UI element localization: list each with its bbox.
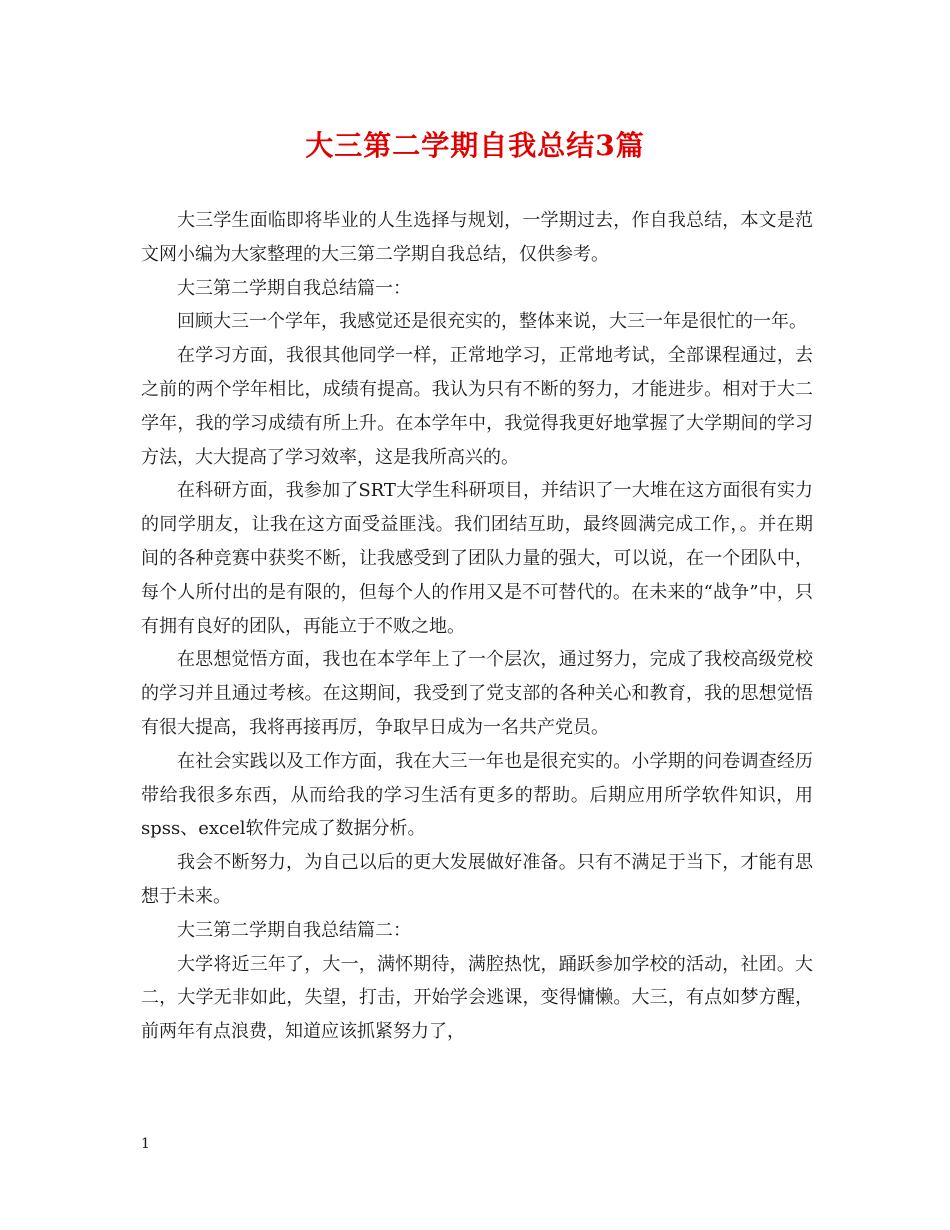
paragraph-heading-part-one: 大三第二学期自我总结篇一： xyxy=(177,277,411,299)
paragraph-ideology: 在思想觉悟方面，我也在本学年上了一个层次，通过努力，完成了我校高级党校的学习并且通过考核。在这期间，我受到了党支部的各种关心和教育，我的思想觉悟有很大提高，我将再接再厉，争取早日成为一名共产党员。 xyxy=(141,649,813,738)
paragraph-review: 回顾大三一个学年，我感觉还是很充实的，整体来说，大三一年是很忙的一年。 xyxy=(177,311,807,333)
page-number: 1 xyxy=(141,1136,150,1152)
paragraph-research: 在科研方面，我参加了SRT大学生科研项目，并结识了一大堆在这方面很有实力的同学朋友，让我在这方面受益匪浅。我们团结互助，最终圆满完成工作，。并在期间的各种竞赛中获奖不断，让我感受到了团队力量的强大，可以说，在一个团队中，每个人所付出的是有限的，但每个人的作用又是不可替代的。在未来的“战争”中，只有拥有良好的团队，再能立于不败之地。 xyxy=(141,480,813,637)
paragraph-conclusion: 我会不断努力，为自己以后的更大发展做好准备。只有不满足于当下，才能有思想于未来。 xyxy=(141,852,813,907)
paragraph-intro: 大三学生面临即将毕业的人生选择与规划，一学期过去，作自我总结，本文是范文网小编为大家整理的大三第二学期自我总结，仅供参考。 xyxy=(141,210,813,265)
paragraph-practice: 在社会实践以及工作方面，我在大三一年也是很充实的。小学期的问卷调查经历带给我很多东西，从而给我的学习生活有更多的帮助。后期应用所学软件知识，用spss、excel软件完成了数据分析。 xyxy=(141,750,813,840)
document-body xyxy=(141,204,813,1049)
paragraph-heading-part-two: 大三第二学期自我总结篇二： xyxy=(177,919,411,941)
document-title: 大三第二学期自我总结3篇 xyxy=(305,129,645,162)
paragraph-study: 在学习方面，我很其他同学一样，正常地学习，正常地考试，全部课程通过，去之前的两个学年相比，成绩有提高。我认为只有不断的努力，才能进步。相对于大二学年，我的学习成绩有所上升。在本学年中，我觉得我更好地掌握了大学期间的学习方法，大大提高了学习效率，这是我所高兴的。 xyxy=(141,345,813,468)
paragraph-part-two-intro: 大学将近三年了，大一，满怀期待，满腔热忱，踊跃参加学校的活动，社团。大二，大学无非如此，失望，打击，开始学会逃课，变得慵懒。大三，有点如梦方醒，前两年有点浪费，知道应该抓紧努力了， xyxy=(141,953,813,1043)
